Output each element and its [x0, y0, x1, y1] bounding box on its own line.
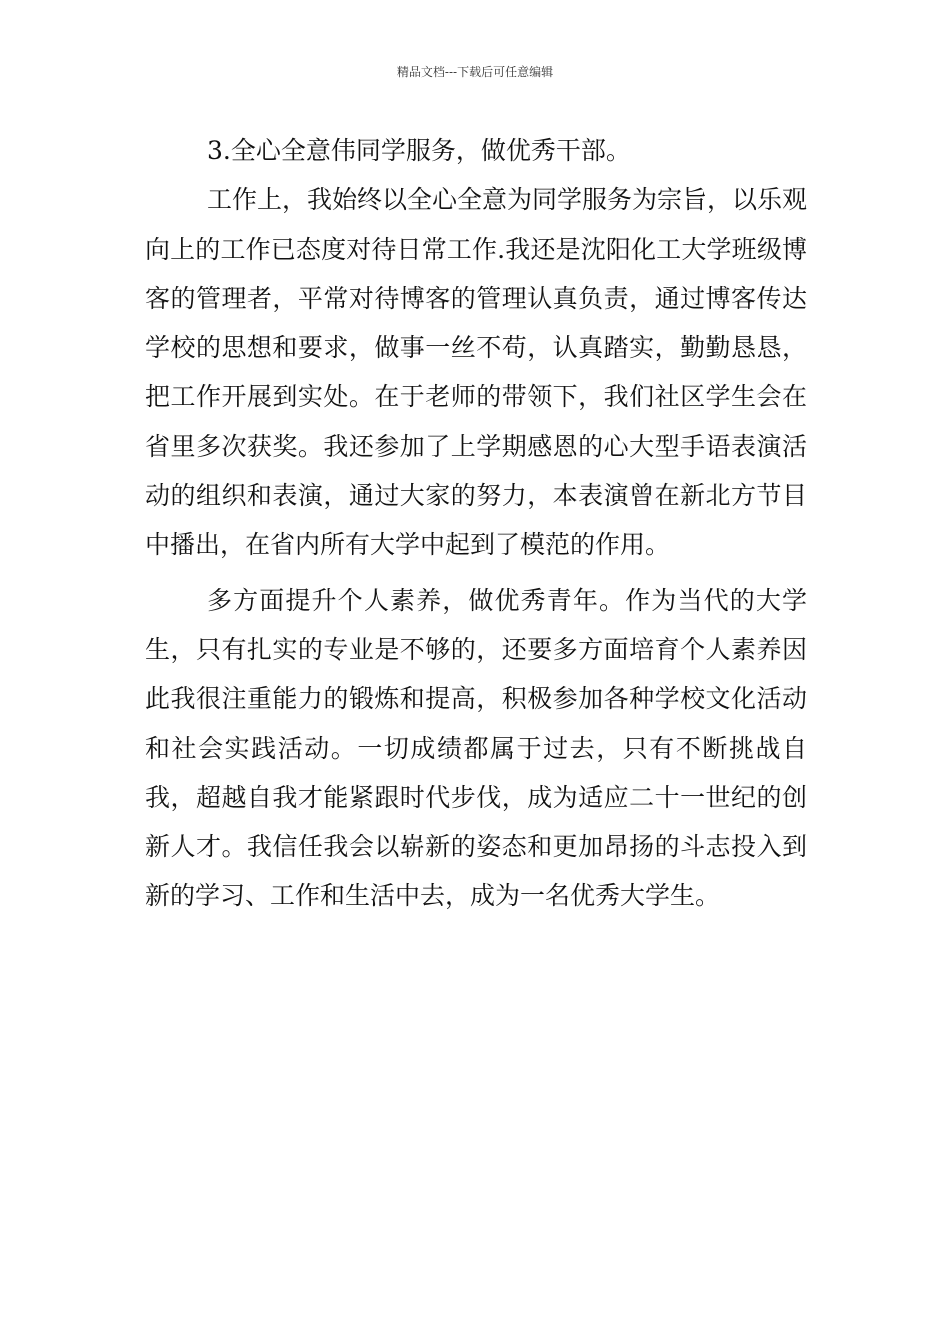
paragraph-self-improvement: 多方面提升个人素养，做优秀青年。作为当代的大学生，只有扎实的专业是不够的，还要多方面培育个人素养因此我很注重能力的锻炼和提高，积极参加各种学校文化活动和社会实践活动。一切成绩都属于过去，只有不断挑战自我，超越自我才能紧跟时代步伐，成为适应二十一世纪的创新人才。我信任我会以崭新的姿态和更加昂扬的斗志投入到新的学习、工作和生活中去，成为一名优秀大学生。	[145, 585, 807, 911]
paragraph-heading-3: 3.全心全意伟同学服务，做优秀干部。	[207, 136, 631, 165]
page-header: 精品文档---下载后可任意编辑	[396, 65, 554, 79]
document-body	[145, 126, 807, 921]
paragraph-work: 工作上，我始终以全心全意为同学服务为宗旨，以乐观向上的工作已态度对待日常工作.我还是沈阳化工大学班级博客的管理者，平常对待博客的管理认真负责，通过博客传达学校的思想和要求，做事一丝不苟，认真踏实，勤勤恳恳，把工作开展到实处。在于老师的带领下，我们社区学生会在省里多次获奖。我还参加了上学期感恩的心大型手语表演活动的组织和表演，通过大家的努力，本表演曾在新北方节目中播出，在省内所有大学中起到了模范的作用。	[145, 185, 808, 560]
